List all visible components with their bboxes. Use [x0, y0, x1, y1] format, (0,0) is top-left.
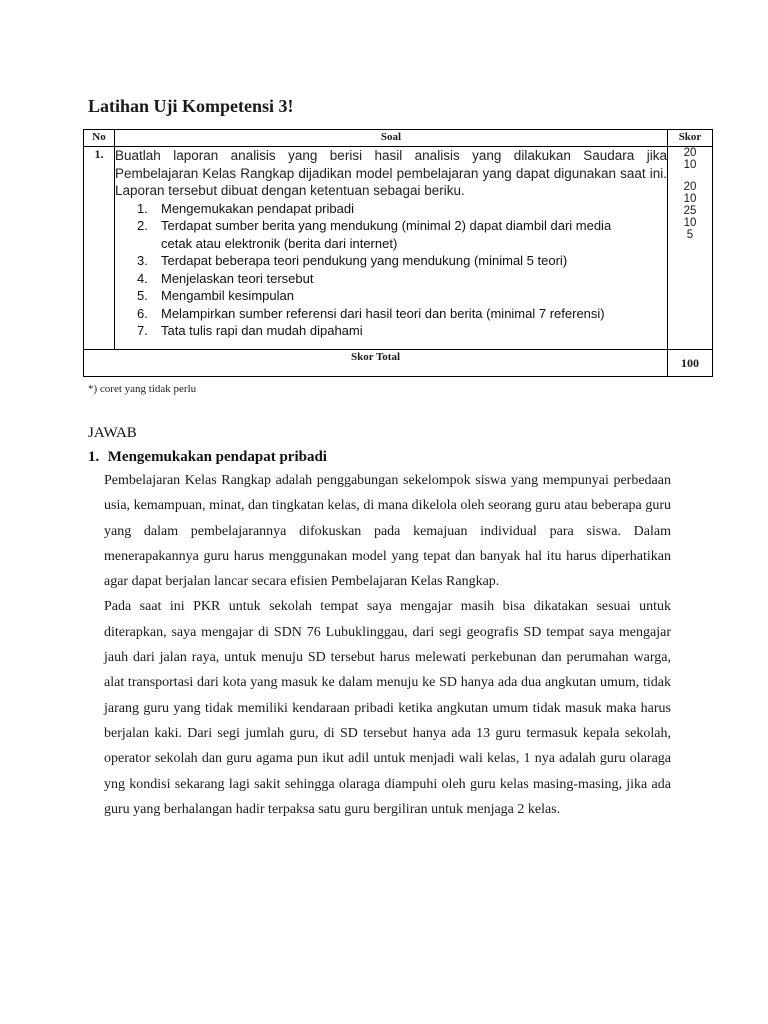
score-cell — [668, 147, 713, 350]
list-item — [115, 305, 621, 323]
section-heading — [88, 449, 327, 466]
list-item — [115, 217, 621, 252]
list-item — [115, 270, 621, 288]
section-title: Mengemukakan pendapat pribadi — [107, 449, 327, 465]
header-no: No — [84, 130, 115, 147]
list-item — [115, 252, 621, 270]
score-value: 20 — [683, 181, 697, 193]
item-number: 5. — [137, 288, 148, 303]
score-value: 10 — [683, 193, 697, 205]
section-number: 1. — [88, 449, 100, 465]
page-title: Latihan Uji Kompetensi 3! — [88, 96, 294, 116]
list-item — [115, 287, 621, 305]
table-row — [84, 147, 713, 350]
item-number: 6. — [137, 305, 148, 321]
score-value: 25 — [683, 205, 697, 217]
item-number: 4. — [137, 270, 148, 286]
table-header-row — [84, 130, 713, 147]
total-row — [84, 350, 713, 377]
footnote: *) coret yang tidak perlu — [88, 383, 197, 395]
item-text: Mengambil kesimpulan — [161, 288, 294, 303]
question-cell — [115, 147, 668, 350]
question-intro: Buatlah laporan analisis yang berisi hasil analisis yang dilakukan Saudara jika Pembelajaran Kelas Rangkap dijadikan model pembelajaran yang dapat digunakan saat ini. Laporan tersebut dibuat dengan ketentuan sebagai beriku. — [115, 148, 667, 198]
item-number: 7. — [137, 323, 148, 338]
score-gap — [668, 171, 712, 181]
item-text: Menjelaskan teori tersebut — [161, 270, 314, 286]
item-text: Terdapat beberapa teori pendukung yang mendukung (minimal 5 teori) — [161, 253, 568, 268]
row-number: 1. — [84, 147, 115, 350]
question-table — [83, 129, 713, 377]
answer-heading: JAWAB — [88, 425, 137, 441]
item-text: Terdapat sumber berita yang mendukung (minimal 2) dapat diambil dari media cetak atau elektronik (berita dari internet) — [161, 218, 612, 251]
total-label: Skor Total — [84, 350, 668, 377]
item-text: Mengemukakan pendapat pribadi — [161, 200, 354, 216]
total-value: 100 — [668, 350, 713, 377]
score-value: 20 — [683, 147, 697, 159]
header-skor: Skor — [668, 130, 713, 147]
score-value: 10 — [683, 159, 697, 171]
paragraph: Pembelajaran Kelas Rangkap adalah penggabungan sekelompok siswa yang mempunyai perbedaan usia, kemampuan, minat, dan tingkatan kelas, di mana dikelola oleh seorang guru atau beberapa guru yang dalam pembelajarannya difokuskan pada kemajuan individual para siswa. Dalam menerapakannya guru harus menggunakan model yang tepat dan banyak hal itu harus diperhatikan agar dapat berjalan lancar secara efisien Pembelajaran Kelas Rangkap. — [104, 473, 671, 590]
item-number: 1. — [137, 200, 148, 216]
list-item — [115, 200, 621, 218]
item-text: Tata tulis rapi dan mudah dipahami — [161, 323, 363, 338]
item-number: 2. — [137, 218, 148, 233]
score-value: 10 — [683, 217, 697, 229]
header-soal: Soal — [115, 130, 668, 147]
criteria-list — [115, 200, 667, 340]
list-item — [115, 322, 621, 340]
item-number: 3. — [137, 253, 148, 268]
answer-body — [104, 468, 671, 822]
paragraph: Pada saat ini PKR untuk sekolah tempat saya mengajar masih bisa dikatakan sesuai untuk diterapkan, saya mengajar di SDN 76 Lubuklinggau, dari segi geografis SD tempat saya mengajar jauh dari jalan raya, untuk menuju SD tersebut harus melewati perkebunan dan perumahan warga, alat transportasi dari kota yang masuk ke dalam menuju ke SD hanya ada dua angkutan umum, tidak jarang guru yang tidak memiliki kendaraan pribadi ketika angkutan umum tidak masuk maka harus berjalan kaki. Dari segi jumlah guru, di SD tersebut hanya ada 13 guru termasuk kepala sekolah, operator sekolah dan guru agama pun ikut adil untuk menjadi wali kelas, 1 nya adalah guru olaraga yng kondisi sekarang lagi sakit sehingga olaraga diampuhi oleh guru kelas masing-masing, jika ada guru yang berhalangan hadir terpaksa satu guru bergiliran untuk menjaga 2 kelas. — [104, 599, 671, 817]
score-value: 5 — [686, 229, 694, 241]
item-text: Melampirkan sumber referensi dari hasil teori dan berita (minimal 7 referensi) — [161, 305, 605, 321]
